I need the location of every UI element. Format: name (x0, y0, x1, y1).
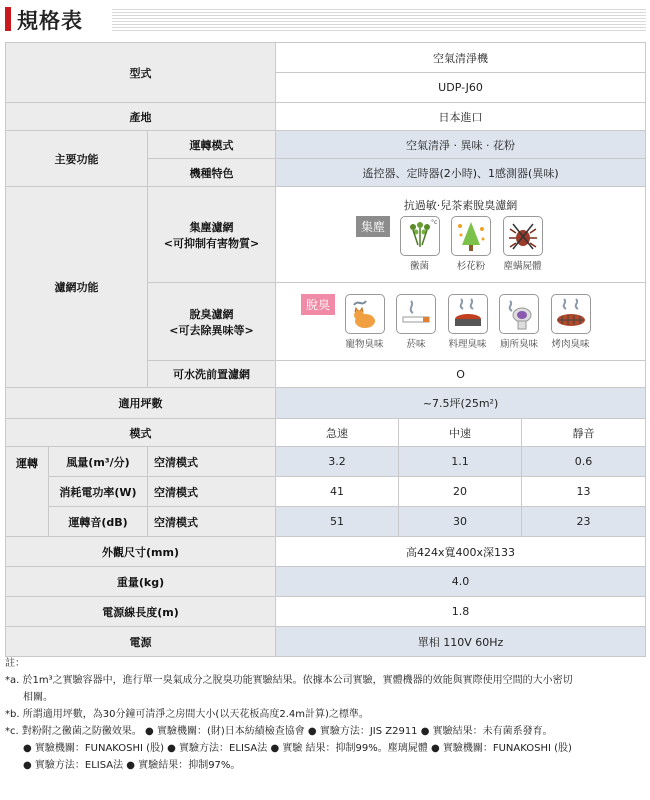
dust-filter-title: 抗過敏‧兒茶素脫臭濾網 (403, 199, 518, 212)
deodor-icon-list (343, 294, 597, 350)
speed-turbo: 急速 (276, 419, 399, 447)
pollen-label: 杉花粉 (456, 261, 486, 272)
airflow-medium: 1.1 (399, 447, 522, 477)
airflow-turbo: 3.2 (276, 447, 399, 477)
smoke-odor-label: 菸味 (406, 338, 426, 350)
deodor-filter-cell (276, 283, 646, 361)
power-consumption-mode: 空清模式 (148, 477, 276, 507)
cat-icon (345, 294, 385, 334)
airflow-mode: 空清模式 (148, 447, 276, 477)
mode-header: 模式 (6, 419, 276, 447)
speed-medium: 中速 (399, 419, 522, 447)
toilet-icon (499, 294, 539, 334)
deodor-tag: 脫臭 (301, 294, 335, 315)
svg-text:°c: °c (430, 219, 437, 226)
pet-odor-item (343, 294, 387, 350)
mold-label: 黴菌 (410, 261, 430, 272)
toilet-odor-item (497, 294, 541, 350)
power-source-value: 單相 110V 60Hz (276, 627, 646, 657)
airflow-label: 風量(m³/分) (49, 447, 148, 477)
dust-tag: 集塵 (356, 216, 390, 237)
cigarette-icon (396, 294, 436, 334)
mite-item (501, 216, 545, 272)
weight-label: 重量(kg) (6, 567, 276, 597)
origin-label: 產地 (6, 103, 276, 131)
noise-turbo: 51 (276, 507, 399, 537)
model-number: UDP-J60 (276, 73, 646, 103)
smoke-odor-item (394, 294, 438, 350)
header-stripes (112, 9, 646, 31)
dust-filter-name: 集塵濾網 (189, 220, 234, 234)
features-value: 遙控器、定時器(2小時)、1感測器(異味) (276, 159, 646, 187)
note-a-cont: 相關。 (23, 692, 53, 703)
dust-filter-cell (276, 187, 646, 283)
mold-icon (400, 216, 440, 256)
noise-quiet: 23 (522, 507, 646, 537)
grill-icon (551, 294, 591, 334)
mold-item (398, 216, 442, 272)
mite-icon (503, 216, 543, 256)
toilet-odor-label: 廁所臭味 (500, 338, 539, 350)
cord-length-label: 電源線長度(m) (6, 597, 276, 627)
notes-heading: 註： (5, 658, 25, 669)
dimensions-label: 外觀尺寸(mm) (6, 537, 276, 567)
mode-label: 運轉模式 (148, 131, 276, 159)
power-medium: 20 (399, 477, 522, 507)
note-c: *c. 對粉附之黴菌之防黴效果。 ● 實驗機關：(財)日本紡績檢查協會 ● 實驗方法：JIS Z2911 ● 實驗結果：未有菌系發育。 (5, 726, 553, 737)
deodor-filter-desc: <可去除異味等> (169, 323, 254, 337)
cooking-odor-label: 料理臭味 (448, 338, 487, 350)
mode-value: 空氣清淨 · 異味 · 花粉 (276, 131, 646, 159)
washable-filter-value: O (276, 361, 646, 388)
cooking-icon (448, 294, 488, 334)
noise-mode: 空清模式 (148, 507, 276, 537)
mite-label: 塵螨屍體 (503, 261, 542, 272)
speed-quiet: 靜音 (522, 419, 646, 447)
bbq-odor-item (549, 294, 593, 350)
washable-filter-label: 可水洗前置濾網 (148, 361, 276, 388)
pollen-item (449, 216, 493, 272)
dust-filter-desc: <可抑制有害物質> (163, 236, 260, 250)
weight-value: 4.0 (276, 567, 646, 597)
power-source-label: 電源 (6, 627, 276, 657)
footnotes (5, 655, 645, 774)
deodor-filter-label (148, 283, 276, 361)
filter-function-label: 濾網功能 (6, 187, 148, 388)
model-type: 空氣清淨機 (276, 43, 646, 73)
bbq-odor-label: 烤肉臭味 (551, 338, 590, 350)
power-turbo: 41 (276, 477, 399, 507)
page-title: 規格表 (17, 9, 83, 33)
dust-filter-label (148, 187, 276, 283)
cooking-odor-item (446, 294, 490, 350)
note-b: *b. 所謂適用坪數，為30分鐘可清淨之房間大小(以天花板高度2.4m計算)之標準。 (5, 709, 369, 720)
noise-label: 運轉音(dB) (49, 507, 148, 537)
note-a: *a. 於1m³之實驗容器中，進行單一臭氣成分之脫臭功能實驗結果。依據本公司實驗，實體機器的效能與實際使用空間的大小密切 (5, 675, 573, 686)
spec-table (5, 42, 646, 657)
power-quiet: 13 (522, 477, 646, 507)
note-c-cont-1: ● 實驗機關：FUNAKOSHI (股) ● 實驗方法：ELISA法 ● 實驗 結果：抑制99%。塵璃屍體 ● 實驗機關：FUNAKOSHI (股) (23, 743, 572, 754)
main-function-label: 主要功能 (6, 131, 148, 187)
page-header (0, 0, 650, 40)
pet-odor-label: 寵物臭味 (345, 338, 384, 350)
area-label: 適用坪數 (6, 388, 276, 419)
note-c-cont-2: ● 實驗方法：ELISA法 ● 實驗結果：抑制97%。 (23, 760, 241, 771)
features-label: 機種特色 (148, 159, 276, 187)
cord-length-value: 1.8 (276, 597, 646, 627)
origin-value: 日本進口 (276, 103, 646, 131)
airflow-quiet: 0.6 (522, 447, 646, 477)
header-accent-bar (5, 7, 11, 31)
deodor-filter-name: 脫臭濾網 (189, 307, 234, 321)
noise-medium: 30 (399, 507, 522, 537)
dust-icon-list (398, 216, 549, 272)
power-consumption-label: 消耗電功率(W) (49, 477, 148, 507)
pollen-icon (451, 216, 491, 256)
operation-label: 運轉 (6, 447, 49, 537)
dimensions-value: 高424x寬400x深133 (276, 537, 646, 567)
model-label: 型式 (6, 43, 276, 103)
area-value: ~7.5坪(25m²) (276, 388, 646, 419)
